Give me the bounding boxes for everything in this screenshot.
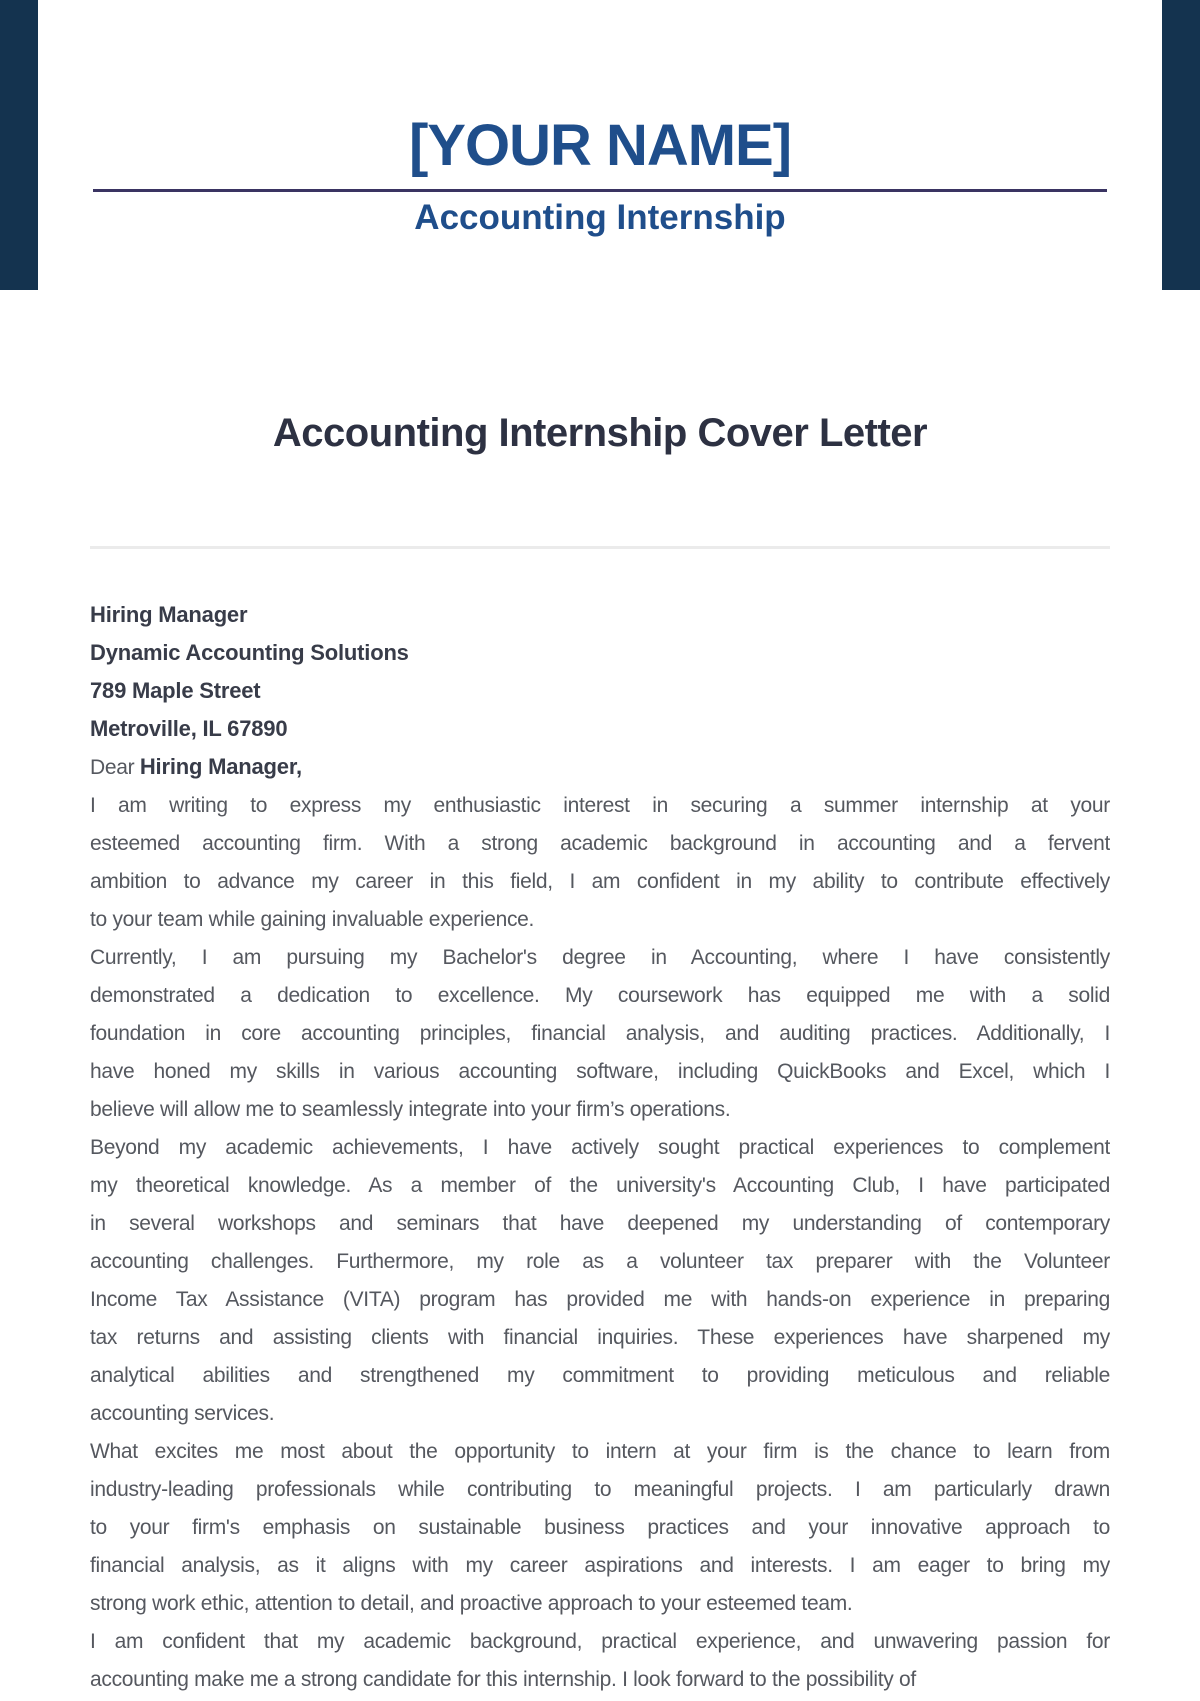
letter-line: in several workshops and seminars that have deepened my understanding of contemporary [90, 1212, 1110, 1235]
letter-paragraph [90, 1433, 1110, 1623]
letter-line: esteemed accounting firm. With a strong academic background in accounting and a fervent [90, 832, 1110, 855]
letter-line: believe will allow me to seamlessly integrate into your firm’s operations. [90, 1098, 731, 1121]
letter-line: Beyond my academic achievements, I have actively sought practical experiences to complement [90, 1136, 1110, 1159]
letter-line: Currently, I am pursuing my Bachelor's degree in Accounting, where I have consistently [90, 946, 1110, 969]
letter-line: to your firm's emphasis on sustainable business practices and your innovative approach to [90, 1516, 1110, 1539]
letter-line: my theoretical knowledge. As a member of the university's Accounting Club, I have participated [90, 1174, 1110, 1197]
letter-line: What excites me most about the opportunity to intern at your firm is the chance to learn from [90, 1440, 1110, 1463]
letter-line: accounting services. [90, 1402, 275, 1425]
salutation-prefix: Dear [90, 756, 140, 779]
recipient-line: Metroville, IL 67890 [90, 716, 288, 741]
letter-line: industry-leading professionals while contributing to meaningful projects. I am particularly drawn [90, 1478, 1110, 1501]
letter-line: I am writing to express my enthusiastic interest in securing a summer internship at your [90, 794, 1110, 817]
letter-line: demonstrated a dedication to excellence. My coursework has equipped me with a solid [90, 984, 1110, 1007]
letter-line: accounting make me a strong candidate for this internship. I look forward to the possibility of [90, 1668, 916, 1691]
recipient-block [90, 596, 1110, 748]
letter-line: financial analysis, as it aligns with my career aspirations and interests. I am eager to bring my [90, 1554, 1110, 1577]
letter-line: ambition to advance my career in this field, I am confident in my ability to contribute effectively [90, 870, 1110, 893]
header-name: [YOUR NAME] [408, 113, 792, 178]
letter-line: foundation in core accounting principles, financial analysis, and auditing practices. Additionally, I [90, 1022, 1110, 1045]
header-rule [93, 189, 1107, 192]
letter-paragraph [90, 1623, 1110, 1699]
letter-line: tax returns and assisting clients with financial inquiries. These experiences have sharpened my [90, 1326, 1110, 1349]
letter-line: strong work ethic, attention to detail, and proactive approach to your esteemed team. [90, 1592, 853, 1615]
recipient-line: 789 Maple Street [90, 678, 261, 703]
recipient-line: Dynamic Accounting Solutions [90, 640, 409, 665]
letter-paragraph [90, 1129, 1110, 1433]
letter-line: analytical abilities and strengthened my commitment to providing meticulous and reliable [90, 1364, 1110, 1387]
letter-line: Income Tax Assistance (VITA) program has provided me with hands-on experience in preparing [90, 1288, 1110, 1311]
letter-line: to your team while gaining invaluable experience. [90, 908, 535, 931]
letter-paragraph [90, 939, 1110, 1129]
recipient-line: Hiring Manager [90, 602, 248, 627]
salutation-line [90, 748, 1110, 787]
letter-paragraph [90, 787, 1110, 939]
letter-line: accounting challenges. Furthermore, my role as a volunteer tax preparer with the Volunteer [90, 1250, 1110, 1273]
letter-line: have honed my skills in various accounting software, including QuickBooks and Excel, which I [90, 1060, 1110, 1083]
salutation-name: Hiring Manager, [139, 754, 302, 779]
header-subtitle: Accounting Internship [414, 198, 786, 237]
letter-body [90, 596, 1110, 1699]
title-divider [90, 546, 1110, 549]
letter-line: I am confident that my academic background, practical experience, and unwavering passion for [90, 1630, 1110, 1653]
document-title: Accounting Internship Cover Letter [272, 411, 928, 455]
